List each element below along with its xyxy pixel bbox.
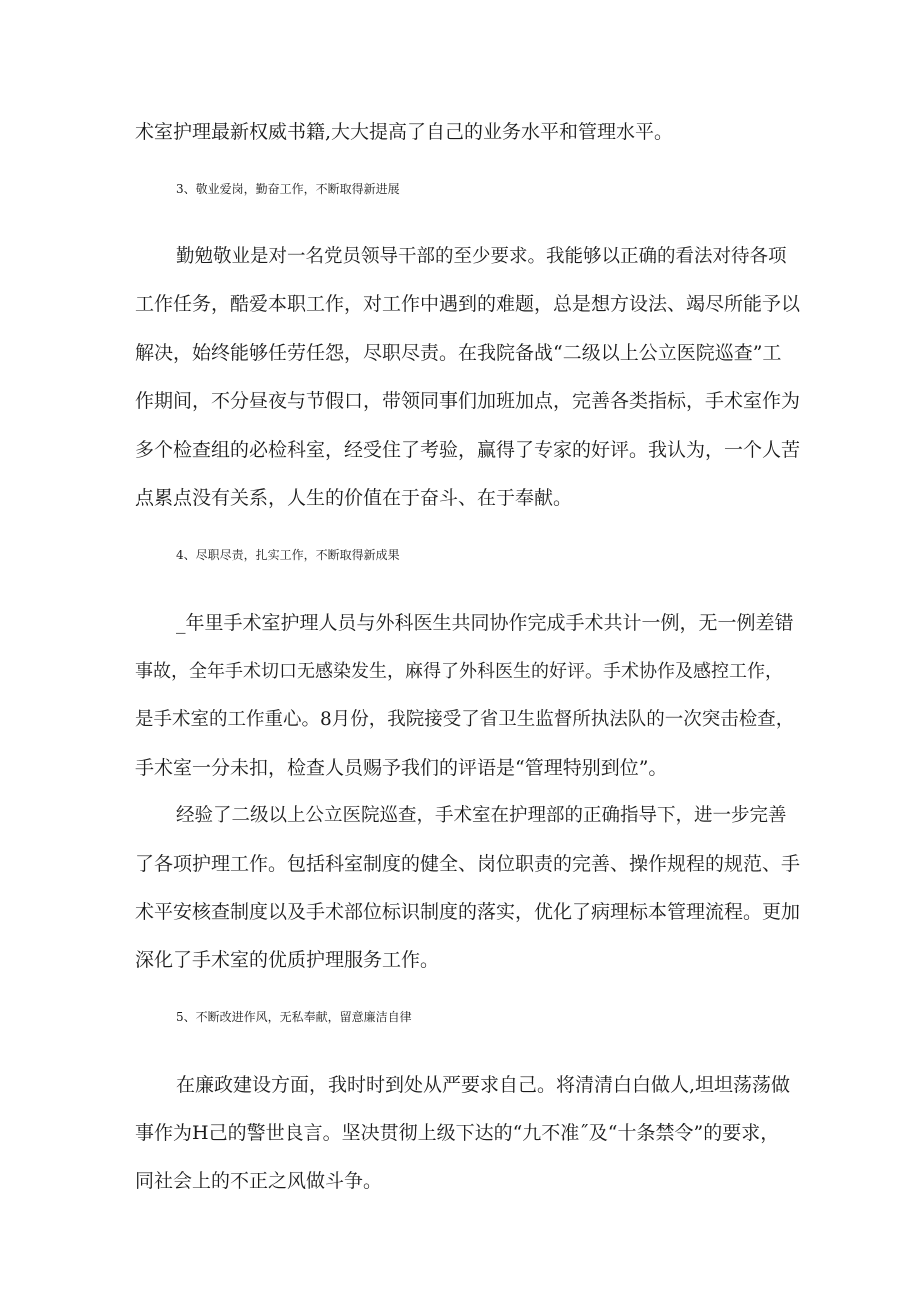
paragraph-line: 工作任务，酷爱本职工作，对工作中遇到的难题，总是想方设法、竭尽所能予以 bbox=[135, 293, 801, 315]
paragraph-line: 作期间，不分昼夜与节假口，带领同事们加班加点，完善各类指标，手术室作为 bbox=[135, 390, 801, 412]
paragraph-line: 了各项护理工作。包括科室制度的健全、岗位职责的完善、操作规程的规范、手 bbox=[135, 853, 801, 875]
paragraph-line: 事作为H己的警世良言。坚决贯彻上级下达的“九不准˝及“十条禁令”的要求， bbox=[135, 1122, 780, 1144]
paragraph-line: 深化了手术室的优质护理服务工作。 bbox=[135, 949, 440, 971]
section-heading-3: 3、敬业爱岗，勤奋工作，不断取得新进展 bbox=[176, 182, 400, 196]
paragraph-line: 点累点没有关系，人生的价值在于奋斗、在于奉献。 bbox=[135, 487, 573, 509]
paragraph-line: 术平安核查制度以及手术部位标识制度的落实，优化了病理标本管理流程。更加 bbox=[135, 901, 801, 923]
paragraph-line: 同社会上的不正之风做斗争。 bbox=[135, 1170, 383, 1192]
section-heading-4: 4、尽职尽责，扎实工作，不断取得新成果 bbox=[176, 548, 400, 562]
paragraph-line: 多个检查组的必检科室，经受住了考验，赢得了专家的好评。我认为，一个人苦 bbox=[135, 439, 801, 461]
paragraph-line: _年里手术室护理人员与外科医生共同协作完成手术共计一例，无一例差错 bbox=[176, 612, 794, 634]
paragraph-line: 解决，始终能够任劳任怨，尽职尽责。在我院备战“二级以上公立医院巡查”工 bbox=[135, 342, 782, 364]
section-heading-5: 5、不断改进作风，无私奉献，留意廉洁自律 bbox=[176, 1010, 412, 1024]
paragraph-line: 是手术室的工作重心。8月份，我院接受了省卫生监督所执法队的一次突击检查， bbox=[135, 709, 795, 730]
paragraph-line: 在廉政建设方面，我时时到处从严要求自己。将清清白白做人,坦坦荡荡做 bbox=[176, 1074, 791, 1096]
paragraph-line: 术室护理最新权威书籍,大大提高了自己的业务水平和管理水平。 bbox=[135, 121, 674, 143]
paragraph-line: 事故，全年手术切口无感染发生，麻得了外科医生的好评。手术协作及感控工作， bbox=[135, 661, 783, 682]
paragraph-line: 手术室一分未扣，检查人员赐予我们的评语是“管理特别到位”。 bbox=[135, 757, 668, 779]
paragraph-line: 经验了二级以上公立医院巡查，手术室在护理部的正确指导下，进一步完善 bbox=[176, 805, 787, 826]
paragraph-line: 勤勉敬业是对一名党员领导干部的至少要求。我能够以正确的看法对待各项 bbox=[176, 246, 787, 267]
